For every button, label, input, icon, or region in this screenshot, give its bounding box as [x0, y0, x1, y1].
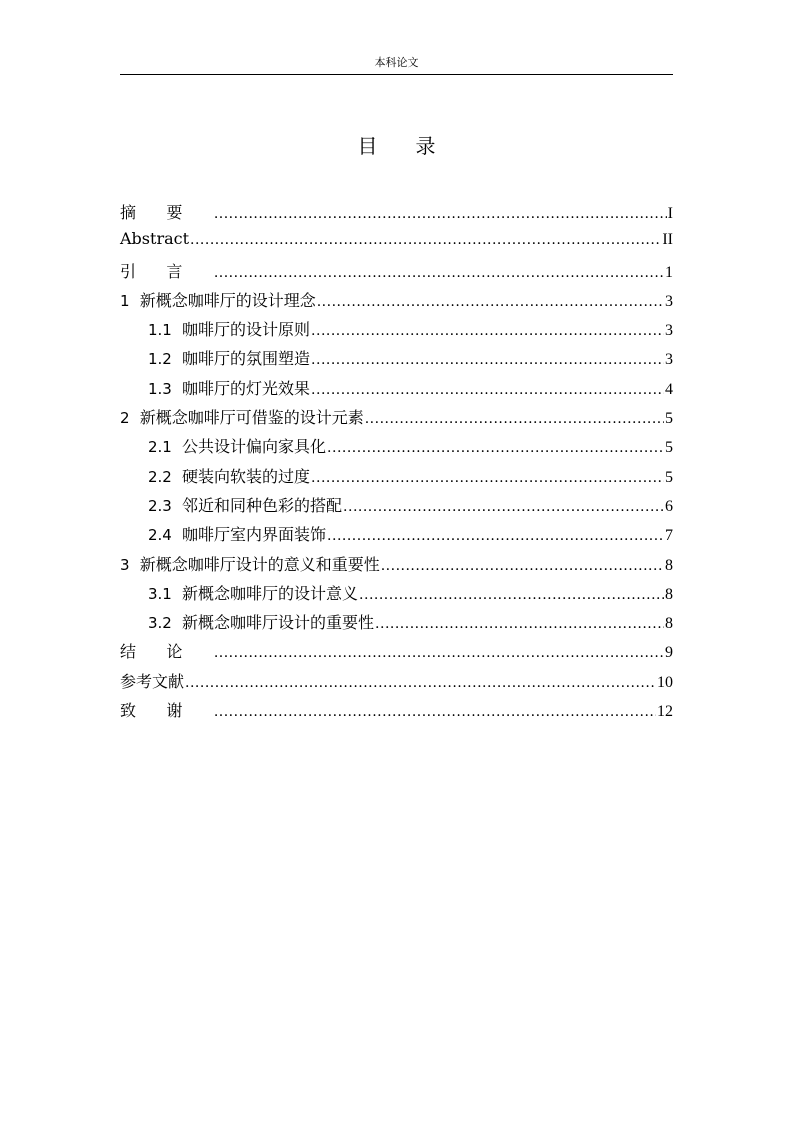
- toc-entry-label: [120, 552, 380, 575]
- toc-entry-number: 3.2: [148, 614, 172, 633]
- toc-entry-title: 公共设计偏向家具化: [182, 437, 327, 457]
- toc-entry-label: [120, 200, 213, 223]
- toc-entry-number: 1.1: [148, 321, 172, 340]
- toc-entry-label: [120, 698, 213, 721]
- toc-leader-dots: [327, 528, 664, 544]
- toc-entry-label: [120, 669, 184, 692]
- toc-entry[interactable]: [120, 610, 673, 639]
- toc-leader-dots: [214, 704, 656, 720]
- toc-entry-number: 3: [120, 555, 130, 574]
- toc-entry[interactable]: [120, 669, 673, 698]
- toc-entry-number: 2.1: [148, 438, 172, 457]
- toc-entry-title: 摘要: [120, 203, 213, 222]
- toc-leader-dots: [311, 352, 664, 368]
- toc-entry[interactable]: [120, 288, 673, 317]
- toc-entry-label: [148, 317, 310, 340]
- toc-entry-title: 邻近和同种色彩的搭配: [182, 495, 343, 515]
- toc-entry-page: 5: [665, 468, 673, 486]
- toc-entry-number: 2.2: [148, 467, 172, 486]
- toc-entry-page: II: [662, 231, 673, 249]
- toc-entry-title: 咖啡厅室内界面装饰: [182, 525, 327, 545]
- toc-entry-label: [148, 346, 310, 369]
- toc-leader-dots: [365, 411, 664, 427]
- toc-entry-page: 6: [665, 497, 673, 515]
- toc-entry-page: 3: [665, 322, 673, 340]
- toc-entry-page: 12: [657, 703, 673, 721]
- toc-entry-title: 咖啡厅的氛围塑造: [182, 349, 311, 369]
- toc-entry-label: [120, 288, 316, 311]
- toc-entry[interactable]: [120, 698, 673, 727]
- toc-entry[interactable]: [120, 259, 673, 288]
- toc-leader-dots: [311, 382, 664, 398]
- toc-leader-dots: [311, 323, 664, 339]
- toc-entry-page: 5: [665, 439, 673, 457]
- toc-entry-number: 1.2: [148, 350, 172, 369]
- toc-entry-label: [148, 464, 310, 487]
- toc-entry[interactable]: [120, 346, 673, 375]
- toc-entry-label: [120, 405, 364, 428]
- toc-entry[interactable]: [120, 200, 673, 229]
- toc-entry-number: 3.1: [148, 584, 172, 603]
- toc-leader-dots: [359, 587, 664, 603]
- toc-entry-label: [148, 434, 326, 457]
- toc-entry-page: 7: [665, 527, 673, 545]
- toc-leader-dots: [214, 206, 667, 222]
- toc-leader-dots: [317, 294, 664, 310]
- toc-entry-title: 硬装向软装的过度: [182, 466, 311, 486]
- toc-entry-title: 结论: [120, 642, 213, 662]
- page-title: 目录: [357, 134, 474, 158]
- toc-entry[interactable]: [120, 405, 673, 434]
- toc-entry[interactable]: [120, 464, 673, 493]
- toc-entry-page: 3: [665, 292, 673, 310]
- toc-entry-title: 新概念咖啡厅设计的重要性: [182, 613, 375, 633]
- toc-entry-page: 5: [665, 410, 673, 428]
- toc-entry[interactable]: [120, 639, 673, 668]
- toc-entry-number: 2: [120, 409, 130, 428]
- toc-entry-title: 新概念咖啡厅的设计理念: [139, 290, 316, 310]
- toc-leader-dots: [375, 616, 664, 632]
- toc-entry-title: 咖啡厅的灯光效果: [182, 378, 311, 398]
- toc-entry-page: I: [667, 205, 673, 222]
- toc-entry-label: [120, 229, 189, 248]
- toc-entry-title: 新概念咖啡厅设计的意义和重要性: [139, 554, 380, 574]
- toc-entry-page: 1: [665, 263, 673, 281]
- toc-leader-dots: [311, 470, 664, 486]
- toc-entry-title: 引言: [120, 261, 213, 281]
- table-of-contents: [120, 200, 673, 727]
- toc-entry-label: [120, 639, 213, 662]
- toc-entry-page: 10: [657, 673, 673, 691]
- toc-entry-title: 新概念咖啡厅可借鉴的设计元素: [139, 408, 364, 428]
- toc-leader-dots: [214, 645, 664, 661]
- toc-leader-dots: [343, 499, 664, 515]
- toc-leader-dots: [214, 265, 664, 281]
- toc-entry-number: 1.3: [148, 379, 172, 398]
- toc-entry[interactable]: [120, 317, 673, 346]
- toc-entry[interactable]: [120, 581, 673, 610]
- toc-entry-label: [148, 581, 358, 604]
- toc-entry[interactable]: [120, 229, 673, 258]
- toc-entry-label: [148, 376, 310, 399]
- toc-entry-title: 参考文献: [120, 671, 185, 691]
- toc-leader-dots: [327, 440, 664, 456]
- running-header: 本科论文: [120, 56, 673, 75]
- toc-entry-title: 致谢: [120, 701, 213, 721]
- toc-entry-page: 9: [665, 644, 673, 662]
- toc-entry-title: Abstract: [120, 229, 190, 249]
- toc-entry-number: 2.4: [148, 526, 172, 545]
- toc-entry-page: 8: [665, 585, 673, 603]
- toc-entry-label: [148, 522, 326, 545]
- toc-entry-label: [148, 493, 342, 516]
- toc-entry-page: 4: [665, 380, 673, 398]
- toc-entry-page: 8: [665, 556, 673, 574]
- toc-entry-number: 1: [120, 291, 130, 310]
- toc-entry-page: 8: [665, 615, 673, 633]
- toc-entry-page: 3: [665, 351, 673, 369]
- toc-entry-label: [148, 610, 374, 633]
- toc-entry[interactable]: [120, 493, 673, 522]
- toc-entry-title: 咖啡厅的设计原则: [182, 320, 311, 340]
- toc-entry[interactable]: [120, 522, 673, 551]
- toc-entry[interactable]: [120, 376, 673, 405]
- toc-entry[interactable]: [120, 434, 673, 463]
- toc-entry-label: [120, 259, 213, 282]
- toc-leader-dots: [190, 232, 661, 248]
- toc-entry-number: 2.3: [148, 496, 172, 515]
- toc-entry[interactable]: [120, 552, 673, 581]
- toc-entry-title: 新概念咖啡厅的设计意义: [182, 583, 359, 603]
- toc-leader-dots: [381, 558, 664, 574]
- toc-leader-dots: [185, 675, 656, 691]
